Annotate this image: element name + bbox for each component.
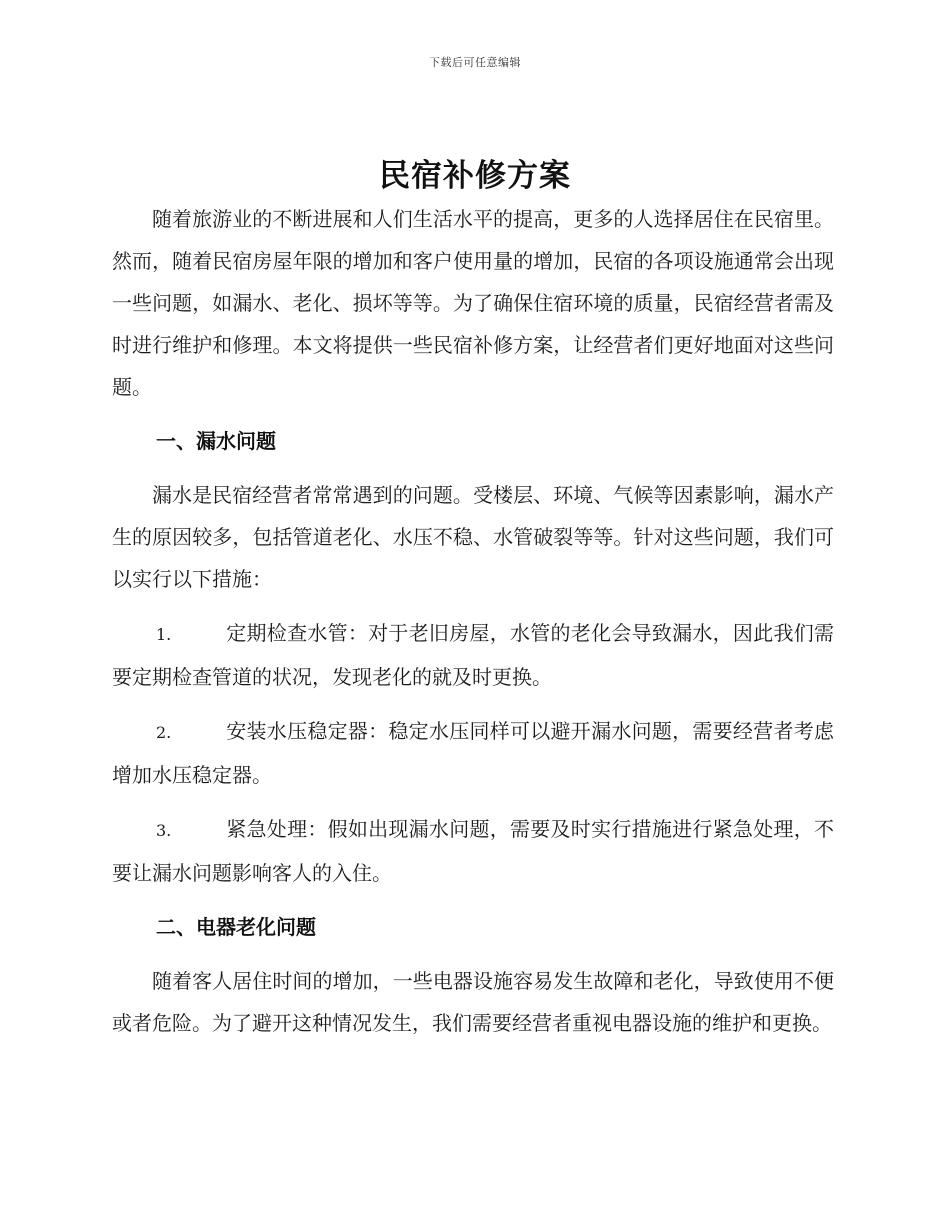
list-number: 2. — [156, 723, 172, 742]
list-number: 3. — [156, 821, 172, 840]
list-text: 安装水压稳定器：稳定水压同样可以避开漏水问题，需要经营者考虑增加水压稳定器。 — [112, 719, 834, 787]
intro-paragraph: 随着旅游业的不断进展和人们生活水平的提高，更多的人选择居住在民宿里。然而，随着民宿房屋年限的增加和客户使用量的增加，民宿的各项设施通常会出现一些问题，如漏水、老化、损坏等等。为了确保住宿环境的质量，民宿经营者需及时进行维护和修理。本文将提供一些民宿补修方案，让经营者们更好地面对这些问题。 — [112, 207, 834, 399]
section-body-appliance: 随着客人居住时间的增加，一些电器设施容易发生故障和老化，导致使用不便或者危险。为了避开这种情况发生，我们需要经营者重视电器设施的维护和更换。 — [112, 969, 834, 1035]
list-item — [112, 710, 834, 796]
list-text: 紧急处理：假如出现漏水问题，需要及时实行措施进行紧急处理，不要让漏水问题影响客人的入住。 — [112, 817, 834, 885]
document-body — [112, 198, 834, 1056]
list-number: 1. — [156, 625, 172, 644]
header-note: 下载后可任意编辑 — [429, 56, 521, 69]
section-body-leak: 漏水是民宿经营者常常遇到的问题。受楼层、环境、气候等因素影响，漏水产生的原因较多，包括管道老化、水压不稳、水管破裂等等。针对这些问题，我们可以实行以下措施： — [112, 483, 834, 591]
list-item — [112, 808, 834, 894]
document-title: 民宿补修方案 — [379, 158, 571, 194]
section-heading-leak: 一、漏水问题 — [156, 429, 276, 453]
list-text: 定期检查水管：对于老旧房屋，水管的老化会导致漏水，因此我们需要定期检查管道的状况，发现老化的就及时更换。 — [112, 621, 834, 689]
section-heading-appliance: 二、电器老化问题 — [156, 915, 316, 939]
list-item — [112, 612, 834, 698]
